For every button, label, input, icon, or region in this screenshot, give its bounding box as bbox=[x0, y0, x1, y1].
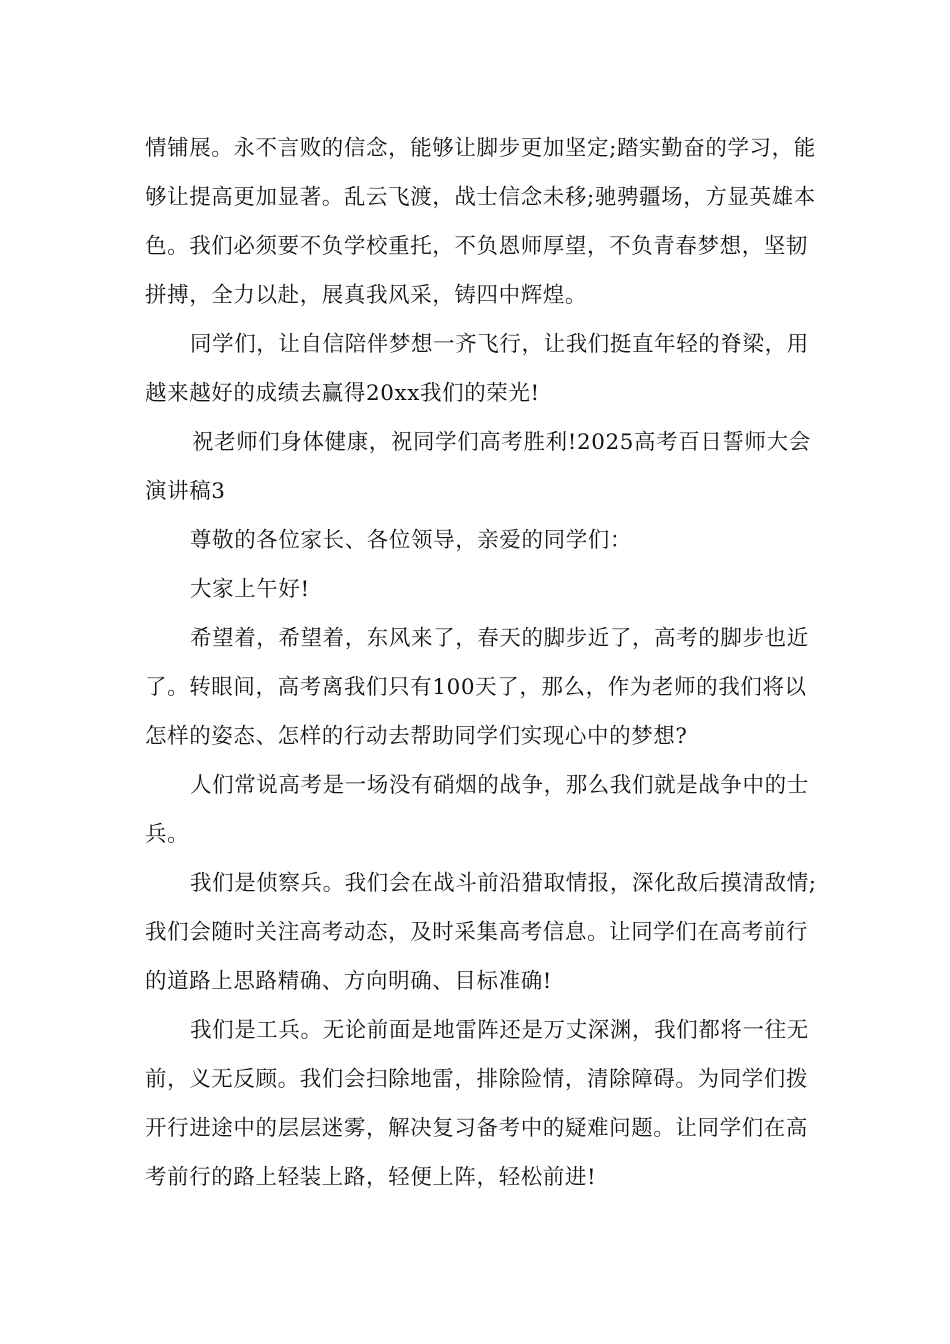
document-body bbox=[145, 124, 825, 1202]
paragraph-continued: 情铺展。永不言败的信念，能够让脚步更加坚定;踏实勤奋的学习，能够让提高更加显著。乱云飞渡，战士信念未移;驰骋疆场，方显英雄本色。我们必须要不负学校重托，不负恩师厚望，不负青春梦想，坚韧拼搏，全力以赴，展真我风采，铸四中辉煌。 bbox=[145, 136, 816, 308]
paragraph-wishes-and-title: 祝老师们身体健康，祝同学们高考胜利!2025高考百日誓师大会演讲稿3 bbox=[145, 430, 811, 504]
paragraph-salutation: 尊敬的各位家长、各位领导，亲爱的同学们： bbox=[190, 528, 633, 553]
paragraph-classmates: 同学们，让自信陪伴梦想一齐飞行，让我们挺直年轻的脊梁，用越来越好的成绩去赢得20xx我们的荣光! bbox=[145, 332, 809, 406]
paragraph-engineers: 我们是工兵。无论前面是地雷阵还是万丈深渊，我们都将一往无前，义无反顾。我们会扫除地雷，排除险情，清除障碍。为同学们拨开行进途中的层层迷雾，解决复习备考中的疑难问题。让同学们在高考前行的路上轻装上路，轻便上阵，轻松前进! bbox=[145, 1018, 809, 1190]
paragraph-scouts: 我们是侦察兵。我们会在战斗前沿猎取情报，深化敌后摸清敌情;我们会随时关注高考动态，及时采集高考信息。让同学们在高考前行的道路上思路精确、方向明确、目标准确! bbox=[145, 871, 817, 994]
paragraph-hope: 希望着，希望着，东风来了，春天的脚步近了，高考的脚步也近了。转眼间，高考离我们只有100天了，那么，作为老师的我们将以怎样的姿态、怎样的行动去帮助同学们实现心中的梦想? bbox=[145, 626, 809, 749]
paragraph-war-metaphor: 人们常说高考是一场没有硝烟的战争，那么我们就是战争中的士兵。 bbox=[145, 773, 809, 847]
paragraph-greeting: 大家上午好! bbox=[190, 577, 310, 602]
